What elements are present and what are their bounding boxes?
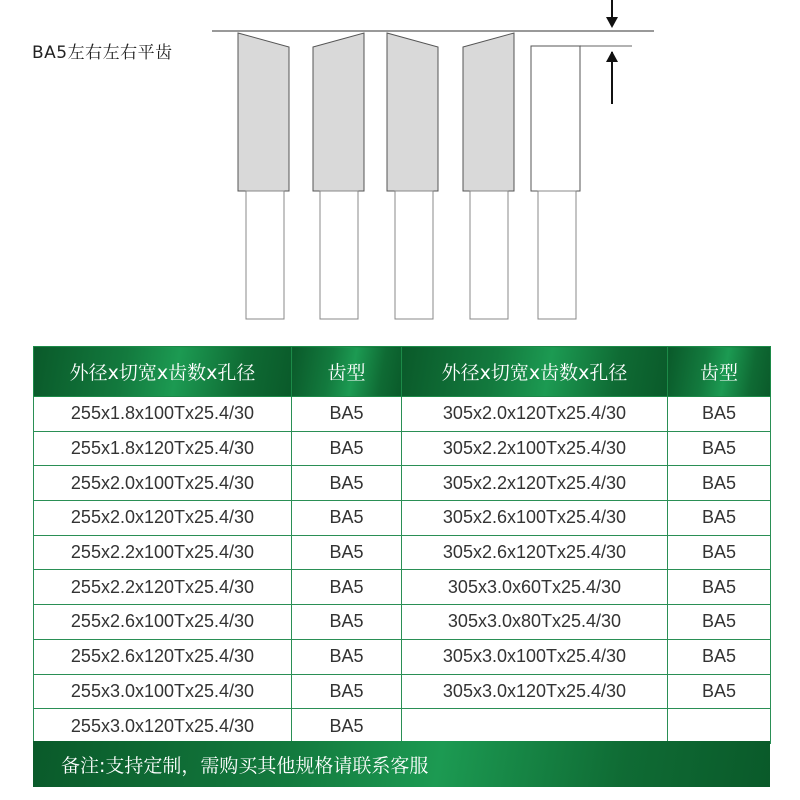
table-row [34,605,771,640]
tooth-type-cell: BA5 [668,535,771,570]
table-row [34,397,771,432]
table-row [34,466,771,501]
tooth-type-cell [668,709,771,744]
tooth-right-bevel-1 [313,33,364,319]
tooth-type-cell: BA5 [668,431,771,466]
header-tooth-type-left: 齿型 [292,347,402,397]
spec-cell: 255x2.0x120Tx25.4/30 [34,501,292,536]
height-arrow-bottom [606,51,618,104]
tooth-type-cell: BA5 [292,639,402,674]
spec-table [33,346,771,744]
spec-cell: 305x2.2x120Tx25.4/30 [402,466,668,501]
tooth-type-cell: BA5 [668,397,771,432]
tooth-type-cell: BA5 [292,674,402,709]
spec-cell: 255x2.2x100Tx25.4/30 [34,535,292,570]
tooth-left-bevel-2 [387,33,438,319]
spec-cell: 255x2.0x100Tx25.4/30 [34,466,292,501]
table-row [34,431,771,466]
spec-cell [402,709,668,744]
tooth-type-cell: BA5 [668,639,771,674]
tooth-type-cell: BA5 [668,466,771,501]
spec-cell: 255x3.0x100Tx25.4/30 [34,674,292,709]
tooth-left-bevel-1 [238,33,289,319]
table-row [34,501,771,536]
tooth-type-cell: BA5 [292,431,402,466]
tooth-type-title: BA5左右左右平齿 [32,43,173,63]
tooth-right-bevel-2 [463,33,514,319]
tooth-type-cell: BA5 [292,397,402,432]
height-arrow-top [606,0,618,28]
spec-cell: 305x3.0x80Tx25.4/30 [402,605,668,640]
spec-cell: 305x3.0x120Tx25.4/30 [402,674,668,709]
spec-cell: 305x2.6x120Tx25.4/30 [402,535,668,570]
tooth-type-cell: BA5 [668,605,771,640]
table-row [34,570,771,605]
spec-cell: 255x1.8x120Tx25.4/30 [34,431,292,466]
table-row [34,674,771,709]
spec-cell: 255x3.0x120Tx25.4/30 [34,709,292,744]
footer-note-bar [33,741,770,787]
tooth-type-cell: BA5 [292,605,402,640]
spec-cell: 255x2.6x120Tx25.4/30 [34,639,292,674]
table-row [34,535,771,570]
header-spec-right: 外径x切宽x齿数x孔径 [402,347,668,397]
spec-cell: 305x3.0x100Tx25.4/30 [402,639,668,674]
spec-cell: 305x2.0x120Tx25.4/30 [402,397,668,432]
spec-cell: 255x2.2x120Tx25.4/30 [34,570,292,605]
tooth-type-cell: BA5 [292,709,402,744]
spec-cell: 305x3.0x60Tx25.4/30 [402,570,668,605]
spec-cell: 305x2.6x100Tx25.4/30 [402,501,668,536]
spec-cell: 255x2.6x100Tx25.4/30 [34,605,292,640]
tooth-type-cell: BA5 [292,466,402,501]
header-spec-left: 外径x切宽x齿数x孔径 [34,347,292,397]
tooth-type-cell: BA5 [668,570,771,605]
table-header-row [34,347,771,397]
spec-cell: 305x2.2x100Tx25.4/30 [402,431,668,466]
tooth-type-cell: BA5 [292,570,402,605]
tooth-type-cell: BA5 [292,501,402,536]
spec-cell: 255x1.8x100Tx25.4/30 [34,397,292,432]
footer-note: 备注:支持定制，需购买其他规格请联系客服 [61,754,429,777]
tooth-profile-diagram [0,0,800,340]
table-row [34,639,771,674]
header-tooth-type-right: 齿型 [668,347,771,397]
table-row [34,709,771,744]
tooth-flat [531,46,580,319]
tooth-type-cell: BA5 [668,501,771,536]
tooth-type-cell: BA5 [292,535,402,570]
tooth-type-cell: BA5 [668,674,771,709]
